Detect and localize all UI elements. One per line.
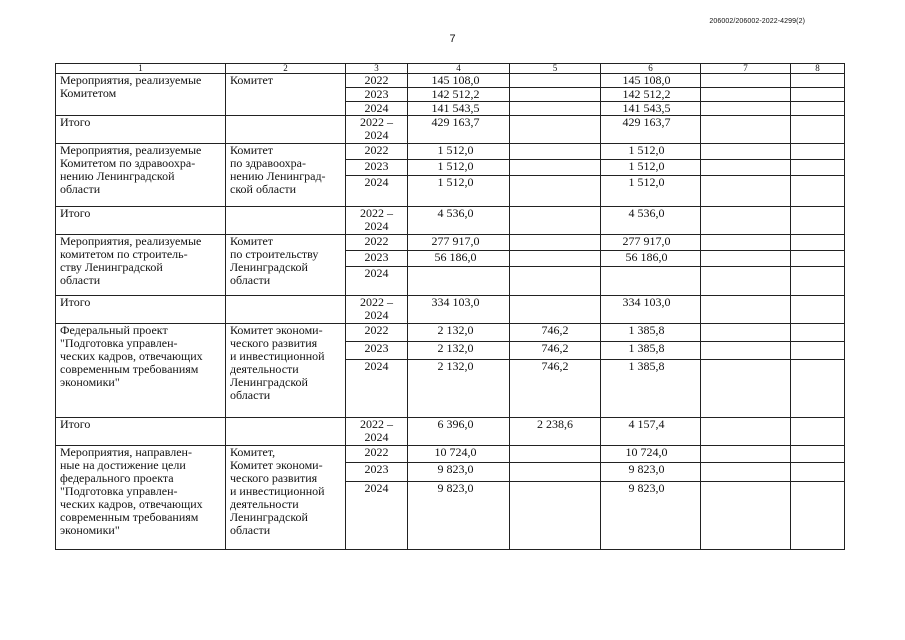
local-amount-cell xyxy=(701,482,791,550)
total-amount-cell: 56 186,0 xyxy=(408,251,510,267)
total-row xyxy=(56,116,845,144)
year-range-cell: 2022 – 2024 xyxy=(346,207,408,235)
local-amount-cell xyxy=(701,102,791,116)
federal-amount-cell xyxy=(510,267,601,296)
other-amount-cell xyxy=(791,144,845,160)
executor-cell xyxy=(226,116,346,144)
federal-amount-cell xyxy=(510,144,601,160)
page-number: 7 xyxy=(449,33,456,45)
total-amount-cell: 1 512,0 xyxy=(408,176,510,207)
table-row xyxy=(56,74,845,88)
year-cell: 2022 xyxy=(346,144,408,160)
table-row xyxy=(56,144,845,160)
column-header-row xyxy=(56,64,845,74)
local-amount-cell xyxy=(701,144,791,160)
year-cell: 2023 xyxy=(346,88,408,102)
federal-amount-cell: 746,2 xyxy=(510,342,601,360)
regional-amount-cell: 277 917,0 xyxy=(601,235,701,251)
total-amount-cell: 10 724,0 xyxy=(408,446,510,463)
regional-amount-cell: 10 724,0 xyxy=(601,446,701,463)
other-amount-cell xyxy=(791,176,845,207)
year-cell: 2024 xyxy=(346,360,408,418)
regional-amount-cell: 1 512,0 xyxy=(601,144,701,160)
total-amount-cell: 6 396,0 xyxy=(408,418,510,446)
total-amount-cell: 1 512,0 xyxy=(408,144,510,160)
regional-amount-cell: 334 103,0 xyxy=(601,296,701,324)
year-cell: 2022 xyxy=(346,446,408,463)
total-amount-cell: 2 132,0 xyxy=(408,342,510,360)
regional-amount-cell: 142 512,2 xyxy=(601,88,701,102)
federal-amount-cell xyxy=(510,116,601,144)
total-amount-cell: 141 543,5 xyxy=(408,102,510,116)
year-cell: 2023 xyxy=(346,160,408,176)
local-amount-cell xyxy=(701,160,791,176)
total-amount-cell: 9 823,0 xyxy=(408,482,510,550)
total-amount-cell: 1 512,0 xyxy=(408,160,510,176)
regional-amount-cell: 145 108,0 xyxy=(601,74,701,88)
regional-amount-cell: 1 385,8 xyxy=(601,324,701,342)
column-header: 5 xyxy=(510,64,601,74)
other-amount-cell xyxy=(791,360,845,418)
federal-amount-cell xyxy=(510,251,601,267)
column-header: 1 xyxy=(56,64,226,74)
local-amount-cell xyxy=(701,116,791,144)
regional-amount-cell: 429 163,7 xyxy=(601,116,701,144)
other-amount-cell xyxy=(791,160,845,176)
measure-name-cell: Мероприятия, реализуемые Комитетом по здравоохра- нению Ленинградской области xyxy=(56,144,226,207)
executor-cell: Комитет по строительству Ленинградской области xyxy=(226,235,346,296)
year-cell: 2023 xyxy=(346,463,408,482)
year-range-cell: 2022 – 2024 xyxy=(346,116,408,144)
local-amount-cell xyxy=(701,207,791,235)
federal-amount-cell: 746,2 xyxy=(510,360,601,418)
regional-amount-cell: 141 543,5 xyxy=(601,102,701,116)
measure-name-cell: Федеральный проект "Подготовка управлен- ческих кадров, отвечающих современным требованиям экономики" xyxy=(56,324,226,418)
other-amount-cell xyxy=(791,88,845,102)
federal-amount-cell xyxy=(510,88,601,102)
other-amount-cell xyxy=(791,116,845,144)
total-label-cell: Итого xyxy=(56,296,226,324)
regional-amount-cell: 9 823,0 xyxy=(601,482,701,550)
regional-amount-cell: 56 186,0 xyxy=(601,251,701,267)
year-cell: 2023 xyxy=(346,251,408,267)
column-header: 4 xyxy=(408,64,510,74)
year-cell: 2024 xyxy=(346,176,408,207)
regional-amount-cell: 1 385,8 xyxy=(601,342,701,360)
other-amount-cell xyxy=(791,446,845,463)
measure-name-cell: Мероприятия, реализуемые комитетом по строитель- ству Ленинградской области xyxy=(56,235,226,296)
other-amount-cell xyxy=(791,418,845,446)
federal-amount-cell xyxy=(510,235,601,251)
executor-cell xyxy=(226,296,346,324)
total-amount-cell: 277 917,0 xyxy=(408,235,510,251)
local-amount-cell xyxy=(701,296,791,324)
table-row xyxy=(56,324,845,342)
local-amount-cell xyxy=(701,360,791,418)
other-amount-cell xyxy=(791,482,845,550)
other-amount-cell xyxy=(791,342,845,360)
other-amount-cell xyxy=(791,251,845,267)
other-amount-cell xyxy=(791,74,845,88)
federal-amount-cell xyxy=(510,446,601,463)
other-amount-cell xyxy=(791,267,845,296)
regional-amount-cell xyxy=(601,267,701,296)
federal-amount-cell xyxy=(510,207,601,235)
regional-amount-cell: 4 157,4 xyxy=(601,418,701,446)
total-amount-cell xyxy=(408,267,510,296)
total-amount-cell: 4 536,0 xyxy=(408,207,510,235)
federal-amount-cell xyxy=(510,296,601,324)
local-amount-cell xyxy=(701,446,791,463)
year-cell: 2023 xyxy=(346,342,408,360)
total-amount-cell: 429 163,7 xyxy=(408,116,510,144)
local-amount-cell xyxy=(701,88,791,102)
total-row xyxy=(56,296,845,324)
column-header: 8 xyxy=(791,64,845,74)
total-label-cell: Итого xyxy=(56,418,226,446)
year-cell: 2022 xyxy=(346,74,408,88)
executor-cell: Комитет по здравоохра- нению Ленинград- ской области xyxy=(226,144,346,207)
table-row xyxy=(56,446,845,463)
measure-name-cell: Мероприятия, направлен- ные на достижение цели федерального проекта "Подготовка управлен- ческих кадров, отвечающих современным требованиям экономики" xyxy=(56,446,226,550)
total-amount-cell: 2 132,0 xyxy=(408,360,510,418)
local-amount-cell xyxy=(701,418,791,446)
federal-amount-cell: 2 238,6 xyxy=(510,418,601,446)
regional-amount-cell: 1 512,0 xyxy=(601,176,701,207)
local-amount-cell xyxy=(701,463,791,482)
local-amount-cell xyxy=(701,251,791,267)
local-amount-cell xyxy=(701,74,791,88)
other-amount-cell xyxy=(791,324,845,342)
local-amount-cell xyxy=(701,267,791,296)
executor-cell xyxy=(226,207,346,235)
federal-amount-cell xyxy=(510,74,601,88)
measure-name-cell: Мероприятия, реализуемые Комитетом xyxy=(56,74,226,116)
year-cell: 2024 xyxy=(346,482,408,550)
year-cell: 2022 xyxy=(346,235,408,251)
federal-amount-cell xyxy=(510,482,601,550)
other-amount-cell xyxy=(791,463,845,482)
total-amount-cell: 2 132,0 xyxy=(408,324,510,342)
executor-cell: Комитет, Комитет экономи- ческого развития и инвестиционной деятельности Ленинградской области xyxy=(226,446,346,550)
local-amount-cell xyxy=(701,342,791,360)
local-amount-cell xyxy=(701,235,791,251)
other-amount-cell xyxy=(791,102,845,116)
regional-amount-cell: 9 823,0 xyxy=(601,463,701,482)
total-amount-cell: 142 512,2 xyxy=(408,88,510,102)
table-row xyxy=(56,235,845,251)
federal-amount-cell xyxy=(510,463,601,482)
total-row xyxy=(56,207,845,235)
total-amount-cell: 334 103,0 xyxy=(408,296,510,324)
total-amount-cell: 9 823,0 xyxy=(408,463,510,482)
executor-cell: Комитет xyxy=(226,74,346,116)
year-cell: 2022 xyxy=(346,324,408,342)
total-label-cell: Итого xyxy=(56,116,226,144)
document-id: 206002/206002-2022-4299(2) xyxy=(709,18,805,25)
local-amount-cell xyxy=(701,324,791,342)
column-header: 6 xyxy=(601,64,701,74)
executor-cell: Комитет экономи- ческого развития и инвестиционной деятельности Ленинградской области xyxy=(226,324,346,418)
federal-amount-cell xyxy=(510,160,601,176)
year-cell: 2024 xyxy=(346,267,408,296)
year-range-cell: 2022 – 2024 xyxy=(346,418,408,446)
year-range-cell: 2022 – 2024 xyxy=(346,296,408,324)
total-row xyxy=(56,418,845,446)
other-amount-cell xyxy=(791,235,845,251)
column-header: 2 xyxy=(226,64,346,74)
other-amount-cell xyxy=(791,207,845,235)
other-amount-cell xyxy=(791,296,845,324)
total-label-cell: Итого xyxy=(56,207,226,235)
year-cell: 2024 xyxy=(346,102,408,116)
column-header: 7 xyxy=(701,64,791,74)
regional-amount-cell: 4 536,0 xyxy=(601,207,701,235)
executor-cell xyxy=(226,418,346,446)
regional-amount-cell: 1 512,0 xyxy=(601,160,701,176)
federal-amount-cell: 746,2 xyxy=(510,324,601,342)
column-header: 3 xyxy=(346,64,408,74)
total-amount-cell: 145 108,0 xyxy=(408,74,510,88)
budget-table xyxy=(55,63,845,550)
federal-amount-cell xyxy=(510,176,601,207)
federal-amount-cell xyxy=(510,102,601,116)
regional-amount-cell: 1 385,8 xyxy=(601,360,701,418)
local-amount-cell xyxy=(701,176,791,207)
